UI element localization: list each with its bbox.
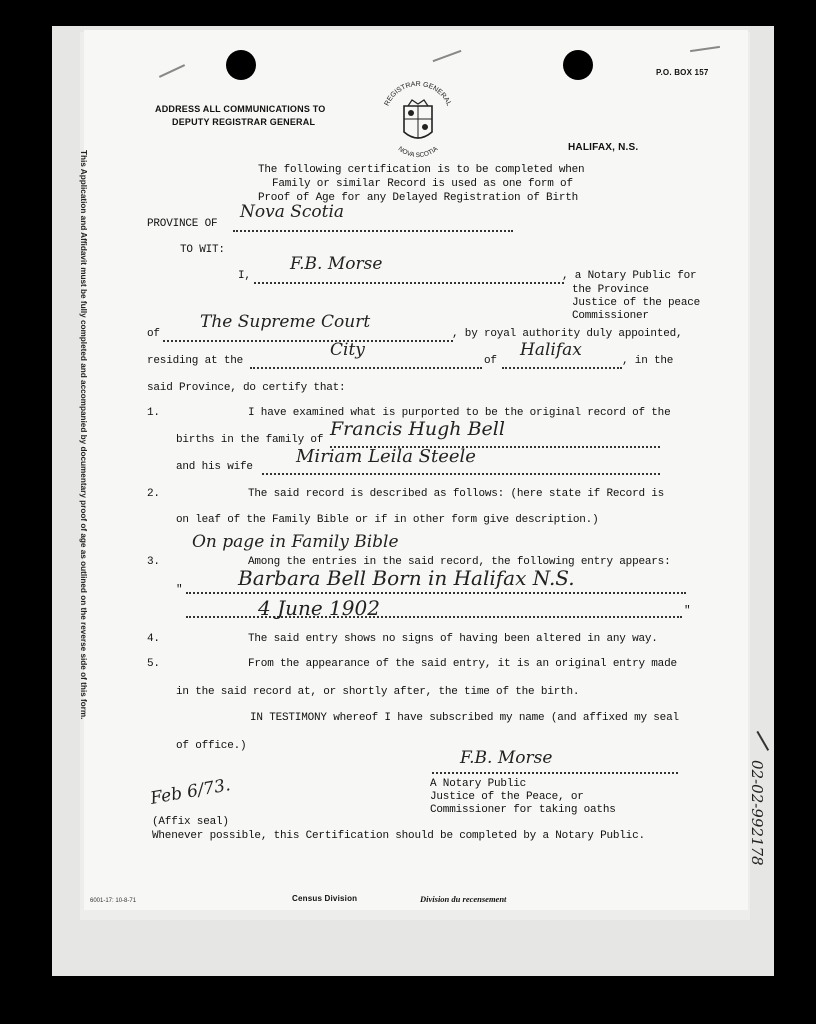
item-4-text: The said entry shows no signs of having been altered in any way. [248,633,658,645]
province-value: Nova Scotia [240,202,345,222]
notary-role-3: Justice of the peace [572,297,701,309]
item-3-text: Among the entries in the said record, the following entry appears: [248,556,671,568]
appointed-text: , by royal authority duly appointed, [452,328,683,340]
item-1-number: 1. [147,407,160,419]
intro-line-1: The following certification is to be completed when [258,164,585,176]
residing-label: residing at the [147,355,244,367]
of-label-2: of [484,355,497,367]
svg-text:REGISTRAR GENERAL: REGISTRAR GENERAL [383,80,453,108]
side-instruction: This Application and Affidavit must be fully completed and accompanied by documentary proof of age as outlined on the reverse side of this form. [79,150,88,720]
item-5-text-2: in the said record at, or shortly after, the time of the birth. [176,686,580,698]
record-description: On page in Family Bible [192,532,399,552]
census-division-en: Census Division [292,894,358,903]
of-label: of [147,328,160,340]
testimony-text: IN TESTIMONY whereof I have subscribed my name (and affixed my seal [250,712,679,724]
in-the-text: , in the [622,355,674,367]
entry-open-quote: " [176,584,183,596]
item-1-births: births in the family of [176,434,324,446]
svg-text:NOVA SCOTIA: NOVA SCOTIA [396,145,440,160]
intro-line-2: Family or similar Record is used as one form of [272,178,573,190]
intro-line-3: Proof of Age for any Delayed Registration of Birth [258,192,579,204]
notary-role-2: the Province [572,284,649,296]
item-2-text-2: on leaf of the Family Bible or if in other form give description.) [176,514,599,526]
address-line-2: DEPUTY REGISTRAR GENERAL [172,117,316,127]
testimony-text-2: of office.) [176,740,247,752]
residing-place: Halifax [520,340,582,360]
city: HALIFAX, N.S. [568,142,639,153]
item-2-number: 2. [147,488,160,500]
punch-hole [563,50,593,80]
mother-name: Miriam Leila Steele [296,446,476,467]
item-1-text: I have examined what is purported to be the original record of the [248,407,671,419]
notary-role-1: , a Notary Public for [562,270,697,282]
footer-note: Whenever possible, this Certification should be completed by a Notary Public. [152,830,645,842]
province-label: PROVINCE OF [147,218,218,230]
father-name: Francis Hugh Bell [330,418,505,440]
item-5-text: From the appearance of the said entry, it is an original entry made [248,658,677,670]
signature: F.B. Morse [460,748,553,768]
notary-role-4: Commissioner [572,310,649,322]
i-label: I, [238,270,251,282]
entry-line-2: 4 June 1902 [258,596,380,620]
address-line-1: ADDRESS ALL COMMUNICATIONS TO [155,104,326,114]
item-4-number: 4. [147,633,160,645]
of-value: The Supreme Court [200,312,371,332]
margin-registration-number: 02-02-992178 [748,760,766,866]
wife-label: and his wife [176,461,253,473]
item-5-number: 5. [147,658,160,670]
registrar-seal-icon [378,76,458,162]
item-3-number: 3. [147,556,160,568]
entry-line-1: Barbara Bell Born in Halifax N.S. [238,566,575,590]
entry-close-quote: " [684,605,691,617]
punch-hole [226,50,256,80]
signature-title-1: A Notary Public [430,778,527,790]
certify-text: said Province, do certify that: [147,382,346,394]
notary-name: F.B. Morse [290,254,383,274]
signature-title-3: Commissioner for taking oaths [430,804,616,816]
po-box: P.O. BOX 157 [656,68,709,77]
item-2-text: The said record is described as follows: (here state if Record is [248,488,665,500]
residing-type: City [330,340,365,360]
signature-title-2: Justice of the Peace, or [430,791,584,803]
census-division-fr: Division du recensement [420,894,507,904]
affix-seal: (Affix seal) [152,816,229,828]
date-handwritten: Feb 6/73. [148,775,232,809]
form-code: 6001-17: 10-8-71 [90,898,137,904]
to-wit: TO WIT: [180,244,225,256]
